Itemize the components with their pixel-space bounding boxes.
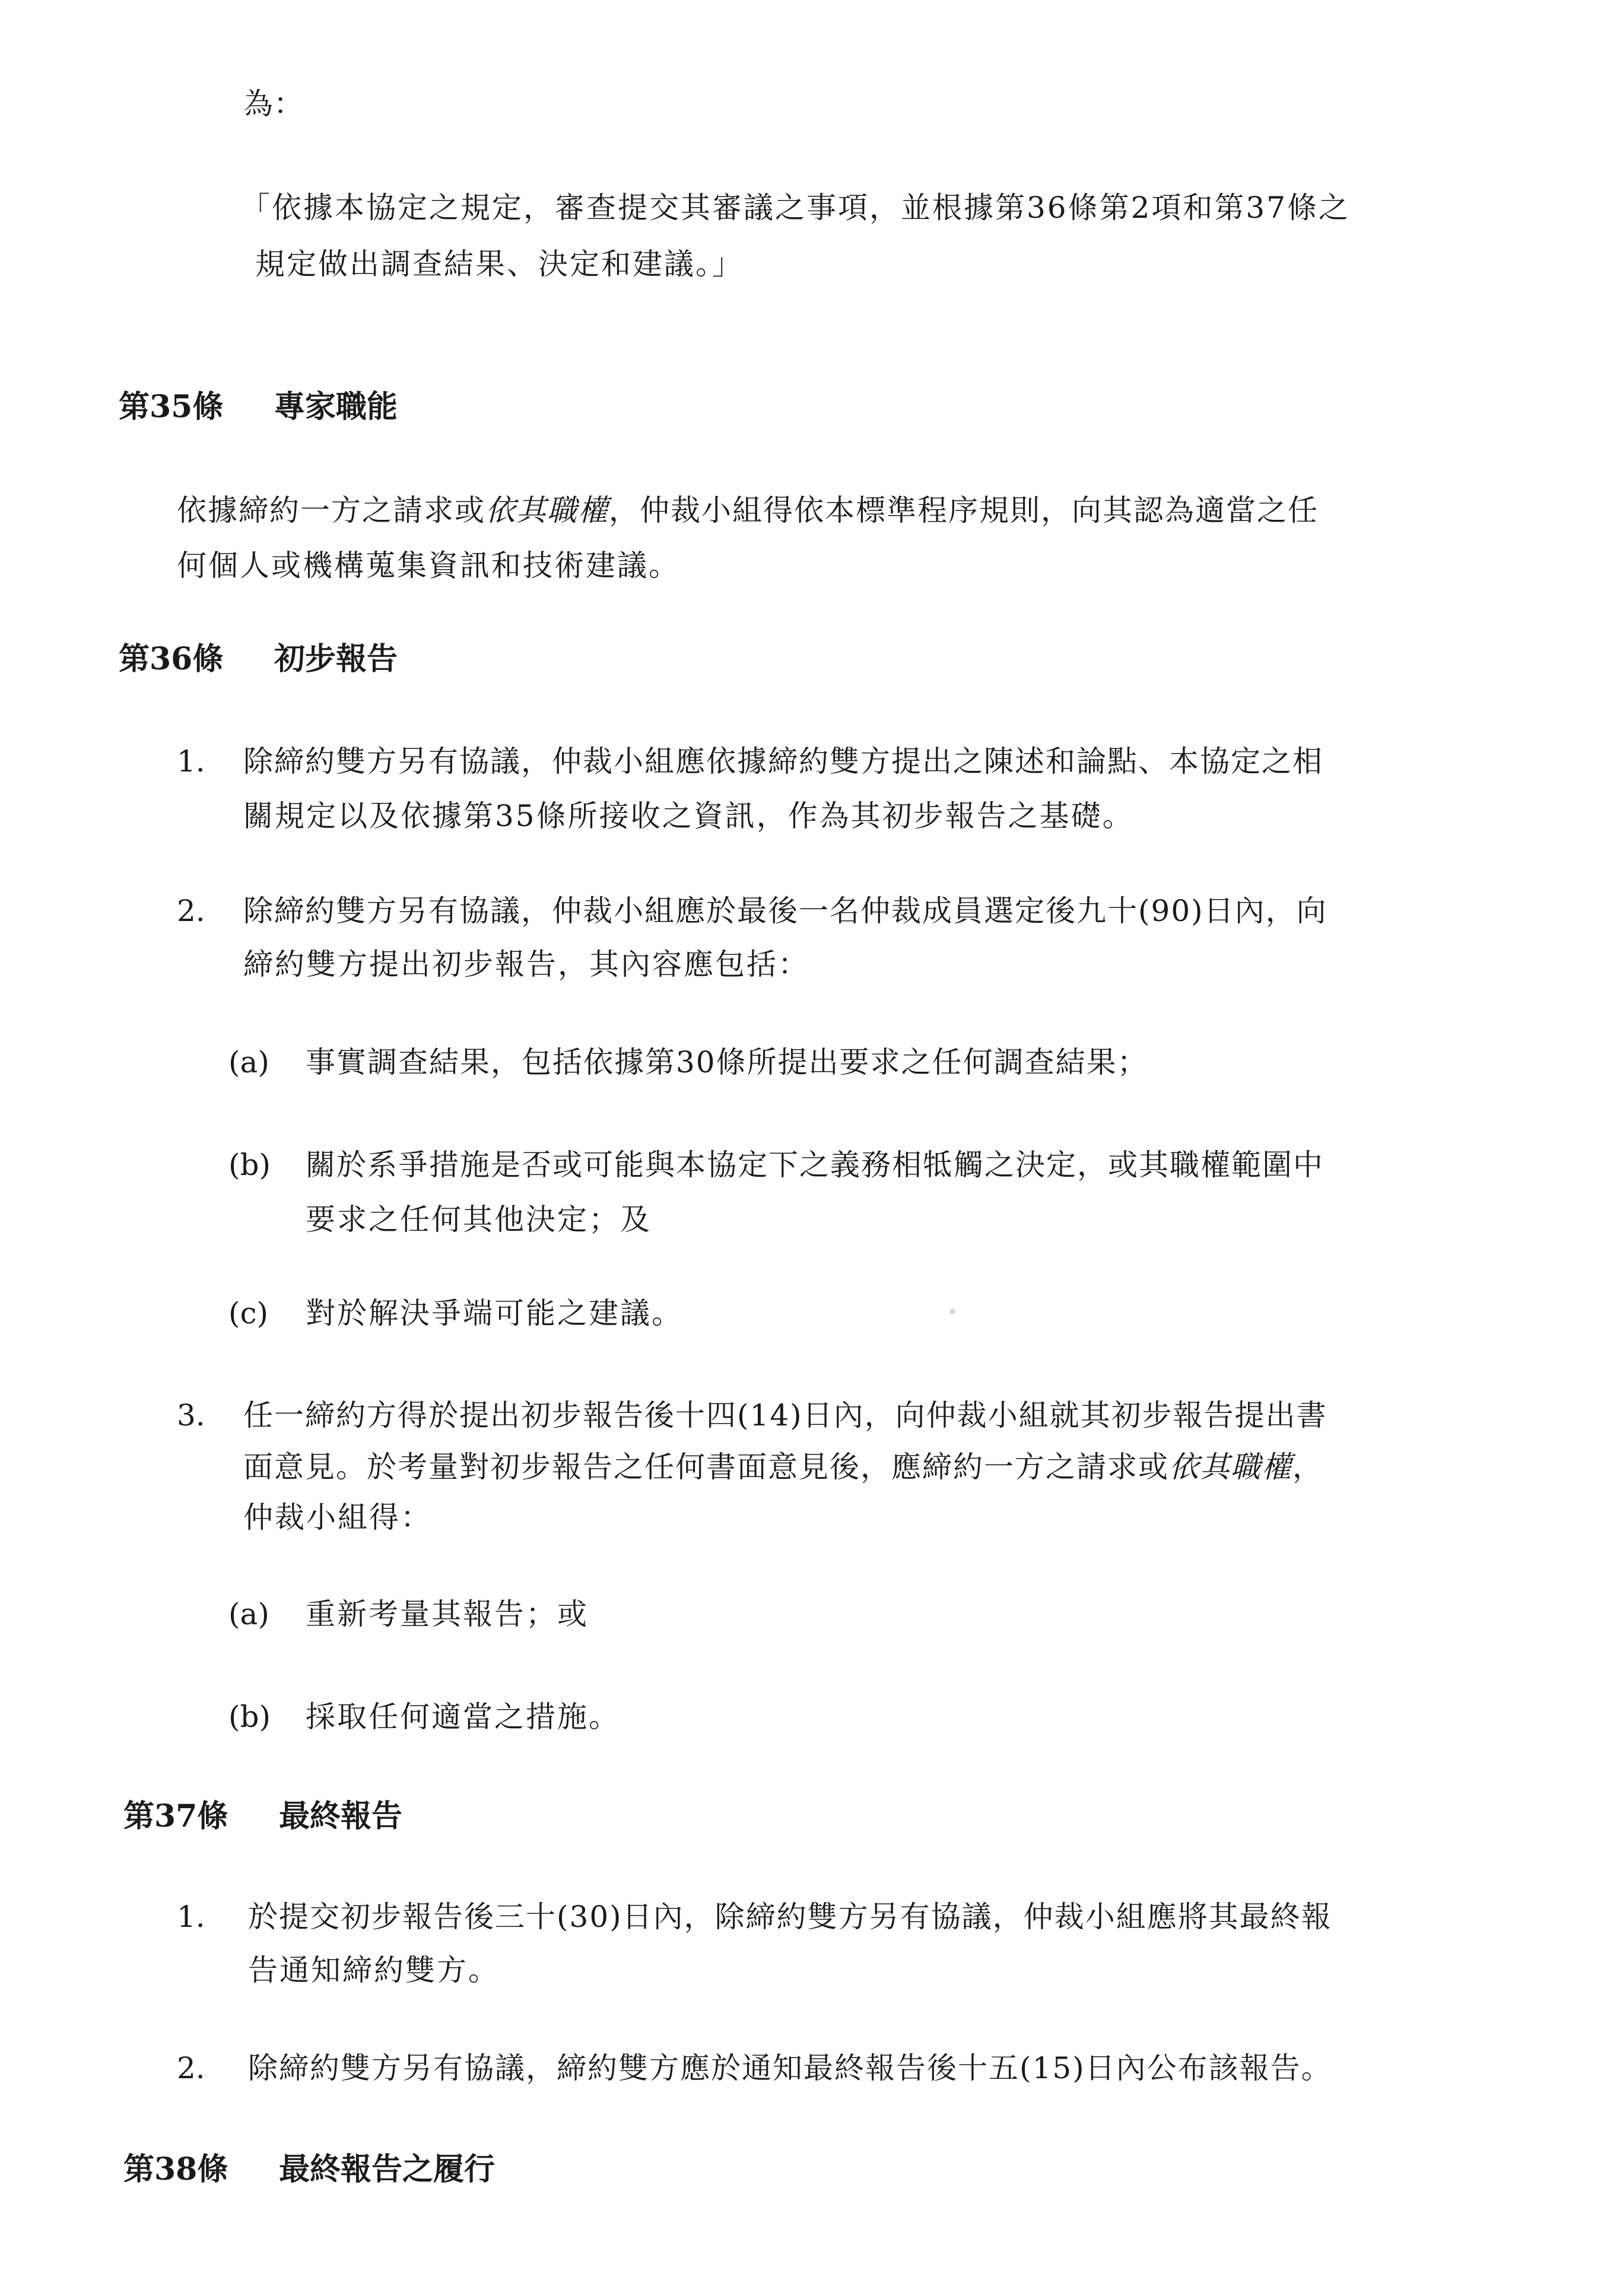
article-36-p2-line1: 除締約雙方另有協議，仲裁小組應於最後一名仲裁成員選定後九十(90)日內，向	[243, 894, 1327, 928]
article-37-p1-line1: 於提交初步報告後三十(30)日內，除締約雙方另有協議，仲裁小組應將其最終報	[248, 1900, 1332, 1934]
article-37-p1-line2: 告通知締約雙方。	[248, 1953, 500, 1987]
article-36-p2-number: 2.	[177, 894, 205, 928]
article-36-p2b-line2: 要求之任何其他決定；及	[306, 1202, 652, 1237]
article-36-p1-line2: 關規定以及依據第35條所接收之資訊，作為其初步報告之基礎。	[243, 799, 1134, 833]
article-37-number: 第37條	[123, 1798, 228, 1834]
article-36-p1-number: 1.	[177, 744, 205, 779]
article-36-number: 第36條	[119, 641, 224, 677]
article-37-title: 最終報告	[279, 1798, 403, 1834]
article-38-number: 第38條	[123, 2151, 228, 2187]
article-36-p2b-label: (b)	[228, 1148, 271, 1182]
article-35-body-line2: 何個人或機構蒐集資訊和技術建議。	[177, 548, 680, 583]
article-36-p3-number: 3.	[177, 1398, 205, 1433]
article-36-p2a-text: 事實調查結果，包括依據第30條所提出要求之任何調查結果；	[306, 1045, 1148, 1079]
article-36-p2c-text: 對於解決爭端可能之建議。	[306, 1296, 683, 1330]
article-36-p2b-line1: 關於系爭措施是否或可能與本協定下之義務相牴觸之決定，或其職權範圍中	[306, 1148, 1324, 1182]
article-36-p3b-text: 採取任何適當之措施。	[306, 1700, 620, 1734]
article-36-title: 初步報告	[274, 641, 398, 677]
article-37-p2-text: 除締約雙方另有協議，締約雙方應於通知最終報告後十五(15)日內公布該報告。	[248, 2051, 1332, 2085]
article-35-number: 第35條	[119, 389, 224, 425]
article-37-p1-number: 1.	[177, 1900, 205, 1934]
article-36-p2c-label: (c)	[228, 1296, 269, 1330]
intro-quote-line1: 「依據本協定之規定，審查提交其審議之事項，並根據第36條第2項和第37條之	[240, 190, 1351, 225]
article-36-p3-line2: 面意見。於考量對初步報告之任何書面意見後，應締約一方之請求或依其職權，	[243, 1450, 1323, 1484]
article-36-p3-line1: 任一締約方得於提出初步報告後十四(14)日內，向仲裁小組就其初步報告提出書	[243, 1398, 1327, 1433]
article-37-p2-number: 2.	[177, 2051, 205, 2085]
article-35-title: 專家職能	[274, 389, 398, 425]
article-36-p3a-text: 重新考量其報告；或	[306, 1597, 589, 1631]
intro-quote-line2: 規定做出調查結果、決定和建議。」	[255, 247, 744, 281]
article-36-p2a-label: (a)	[228, 1045, 269, 1079]
scan-speck	[949, 1309, 955, 1314]
article-36-p3b-label: (b)	[228, 1700, 271, 1734]
article-38-title: 最終報告之履行	[279, 2151, 496, 2187]
intro-lead: 為：	[243, 87, 304, 121]
article-36-p1-line1: 除締約雙方另有協議，仲裁小組應依據締約雙方提出之陳述和論點、本協定之相	[243, 744, 1323, 779]
article-36-p2-line2: 締約雙方提出初步報告，其內容應包括：	[243, 947, 809, 982]
article-36-p3-line3: 仲裁小組得：	[243, 1500, 432, 1535]
article-36-p3a-label: (a)	[228, 1597, 269, 1631]
article-35-body-line1: 依據締約一方之請求或依其職權，仲裁小組得依本標準程序規則，向其認為適當之任	[177, 493, 1319, 528]
